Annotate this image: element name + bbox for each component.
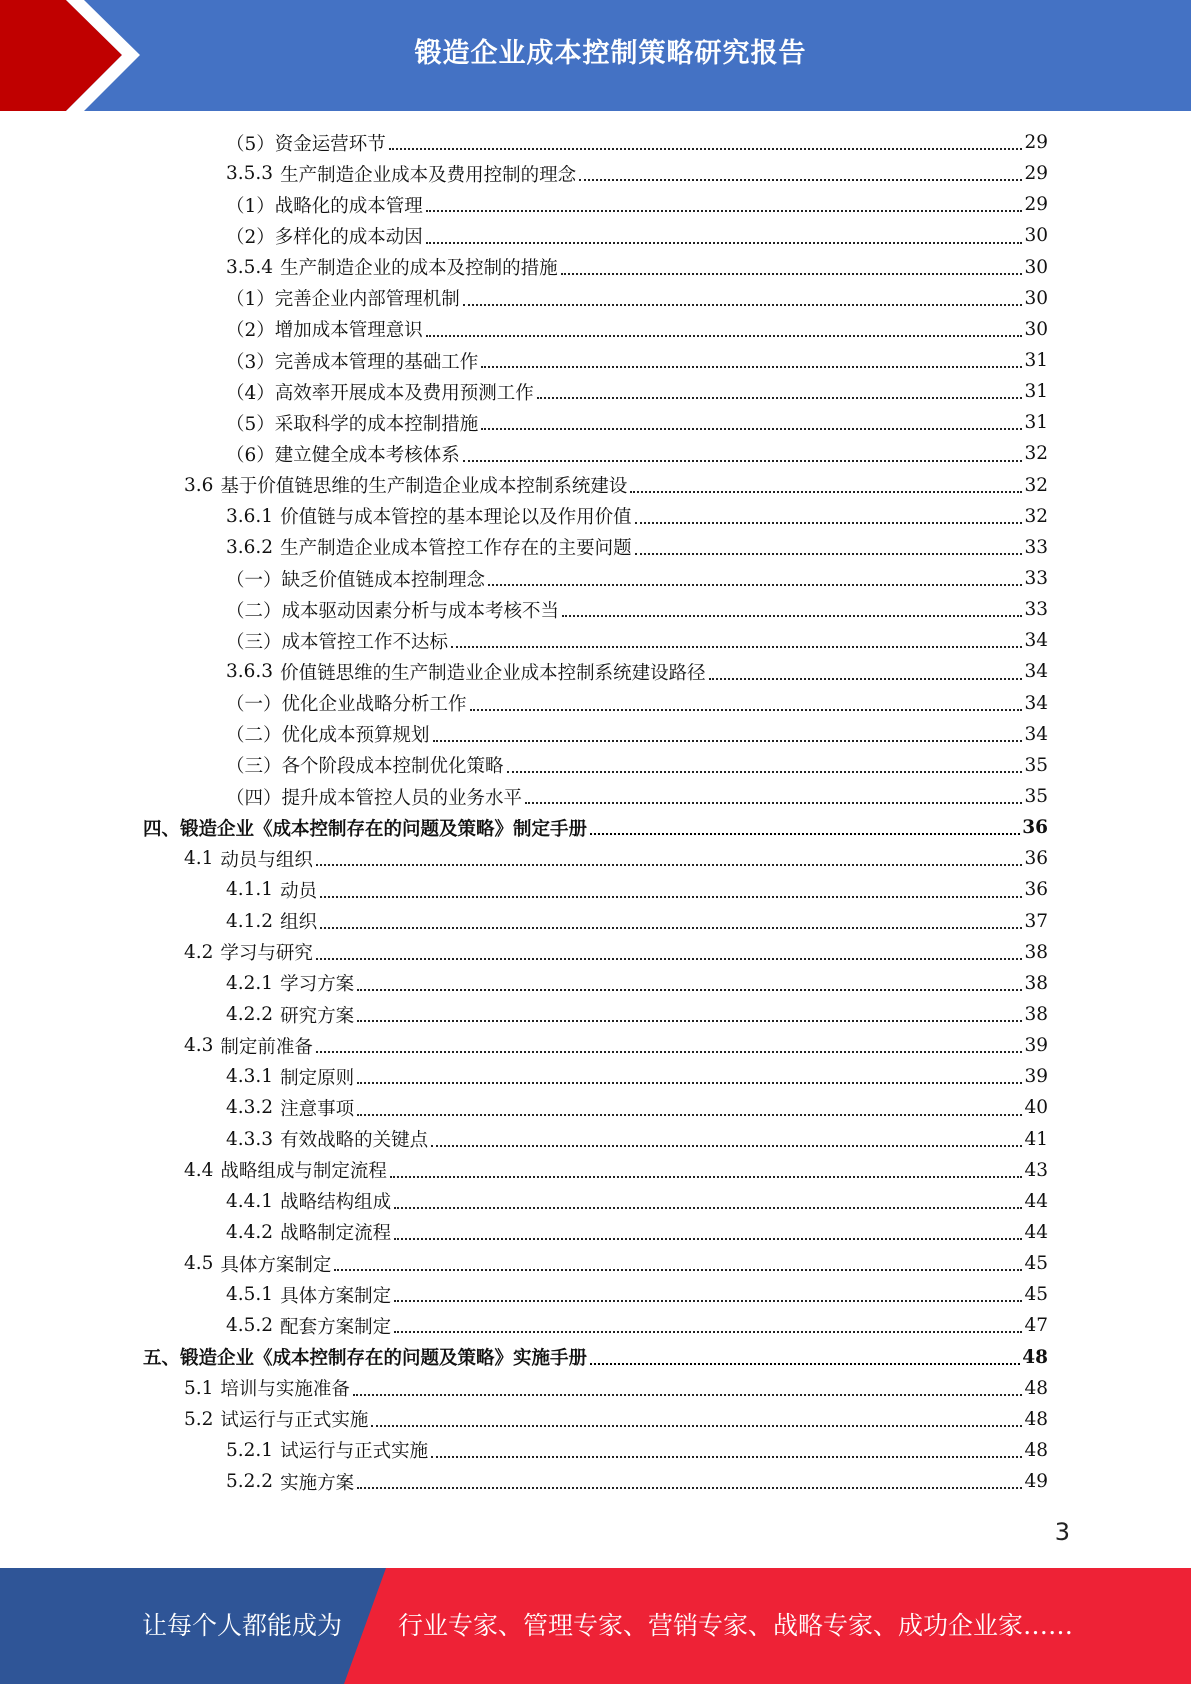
toc-entry-page: 47 — [1024, 1315, 1048, 1337]
page-footer — [0, 1568, 1191, 1684]
toc-dot-leader — [709, 677, 1023, 680]
toc-entry-title: 组织 — [280, 912, 318, 934]
toc-dot-leader — [590, 832, 1020, 835]
toc-entry[interactable] — [0, 1404, 1191, 1435]
toc-entry[interactable] — [0, 625, 1191, 656]
toc-dot-leader — [488, 583, 1022, 586]
toc-entry-page: 29 — [1024, 194, 1048, 216]
toc-dot-leader — [357, 1486, 1022, 1489]
toc-dot-leader — [316, 957, 1023, 960]
toc-chapter-entry[interactable] — [0, 1341, 1191, 1372]
toc-entry-page: 48 — [1022, 1346, 1048, 1368]
toc-entry-page: 33 — [1024, 536, 1048, 558]
toc-entry[interactable] — [0, 968, 1191, 999]
toc-entry-page: 34 — [1024, 723, 1048, 745]
toc-entry-page: 34 — [1024, 630, 1048, 652]
toc-entry-title: 生产制造企业成本及费用控制的理念 — [280, 164, 577, 186]
toc-entry-page: 35 — [1024, 786, 1048, 808]
toc-entry-number: 3.5.4 — [226, 256, 274, 278]
toc-entry-number: 4.2.2 — [226, 1004, 274, 1025]
toc-entry[interactable] — [0, 874, 1191, 905]
toc-entry-number: 4.3.3 — [226, 1128, 274, 1150]
toc-entry-title: 具体方案制定 — [280, 1285, 392, 1307]
toc-entry-page: 49 — [1024, 1471, 1048, 1493]
toc-entry-number: 4.4.1 — [226, 1190, 274, 1212]
toc-dot-leader — [481, 365, 1022, 368]
toc-entry-title: 动员 — [280, 880, 318, 902]
toc-entry-title: 有效战略的关键点 — [280, 1130, 429, 1152]
toc-entry[interactable] — [0, 719, 1191, 750]
toc-entry-page: 34 — [1024, 661, 1048, 683]
toc-entry-title: （三）各个阶段成本控制优化策略 — [226, 756, 504, 778]
toc-entry-title: 试运行与正式实施 — [220, 1410, 369, 1432]
toc-dot-leader — [426, 209, 1023, 212]
toc-entry-page: 48 — [1024, 1377, 1048, 1399]
toc-entry-title: 实施方案 — [280, 1472, 355, 1494]
toc-entry[interactable] — [0, 470, 1191, 501]
toc-entry[interactable] — [0, 1155, 1191, 1186]
toc-entry[interactable] — [0, 1061, 1191, 1092]
toc-entry-number: 4.2.1 — [226, 972, 274, 994]
toc-entry-title: 生产制造企业的成本及控制的措施 — [280, 258, 558, 280]
toc-entry-page: 35 — [1024, 754, 1048, 776]
toc-entry[interactable] — [0, 1092, 1191, 1123]
toc-entry[interactable] — [0, 532, 1191, 563]
toc-dot-leader — [525, 801, 1022, 804]
toc-entry-number: 4.3.2 — [226, 1097, 274, 1119]
page-header — [0, 0, 1191, 111]
toc-entry-title: 战略组成与制定流程 — [220, 1161, 387, 1183]
toc-dot-leader — [320, 926, 1022, 929]
toc-entry-number: 4.5.1 — [226, 1284, 274, 1306]
toc-dot-leader — [562, 614, 1022, 617]
toc-dot-leader — [320, 895, 1022, 898]
toc-entry-page: 29 — [1024, 163, 1048, 185]
toc-entry-number: 3.5.3 — [226, 163, 274, 185]
toc-dot-leader — [537, 396, 1023, 399]
toc-entry-number: 5.1 — [184, 1377, 214, 1399]
toc-entry-title: （四）提升成本管控人员的业务水平 — [226, 787, 523, 809]
toc-dot-leader — [451, 645, 1022, 648]
toc-dot-leader — [357, 1081, 1022, 1084]
table-of-contents — [0, 127, 1191, 1497]
toc-entry-page: 38 — [1024, 972, 1048, 994]
toc-entry-title: （二）优化成本预算规划 — [226, 725, 430, 747]
toc-entry-page: 43 — [1024, 1159, 1048, 1181]
toc-dot-leader — [353, 1393, 1023, 1396]
toc-entry[interactable] — [0, 252, 1191, 283]
toc-entry-page: 30 — [1024, 318, 1048, 340]
page-number: 3 — [1054, 1518, 1070, 1546]
toc-entry-page: 44 — [1024, 1190, 1048, 1212]
toc-entry[interactable] — [0, 1030, 1191, 1061]
toc-entry-title: （4）高效率开展成本及费用预测工作 — [226, 382, 534, 404]
toc-entry-page: 39 — [1024, 1066, 1048, 1088]
toc-entry-page: 40 — [1024, 1097, 1048, 1119]
toc-dot-leader — [630, 490, 1022, 493]
toc-entry[interactable] — [0, 1248, 1191, 1279]
toc-entry-page: 37 — [1024, 910, 1048, 932]
toc-entry-title: （2）多样化的成本动因 — [226, 226, 423, 248]
toc-entry[interactable] — [0, 1373, 1191, 1404]
toc-entry[interactable] — [0, 1279, 1191, 1310]
toc-chapter-entry[interactable] — [0, 812, 1191, 843]
toc-entry-title: 配套方案制定 — [280, 1316, 392, 1338]
toc-dot-leader — [357, 1019, 1022, 1022]
toc-entry[interactable] — [0, 220, 1191, 251]
toc-entry-title: 基于价值链思维的生产制造企业成本控制系统建设 — [220, 476, 628, 498]
toc-entry[interactable] — [0, 501, 1191, 532]
toc-dot-leader — [390, 1175, 1023, 1178]
toc-entry[interactable] — [0, 345, 1191, 376]
toc-entry[interactable] — [0, 376, 1191, 407]
toc-entry-page: 32 — [1024, 443, 1048, 465]
toc-entry[interactable] — [0, 999, 1191, 1030]
toc-entry-title: （一）缺乏价值链成本控制理念 — [226, 569, 486, 591]
footer-slogan: 让每个人都能成为 — [142, 1611, 343, 1640]
toc-entry-page: 33 — [1024, 599, 1048, 621]
toc-entry-title: （5）采取科学的成本控制措施 — [226, 413, 479, 435]
toc-entry-page: 30 — [1024, 256, 1048, 278]
toc-entry[interactable] — [0, 1217, 1191, 1248]
toc-entry-page: 31 — [1024, 412, 1048, 434]
toc-entry-number: 4.2 — [184, 941, 214, 963]
toc-dot-leader — [635, 521, 1023, 524]
toc-entry[interactable] — [0, 1435, 1191, 1466]
toc-dot-leader — [431, 1455, 1022, 1458]
toc-entry-page: 38 — [1024, 941, 1048, 963]
toc-dot-leader — [394, 1237, 1022, 1240]
toc-entry-title: 价值链与成本管控的基本理论以及作用价值 — [280, 507, 632, 529]
toc-entry-page: 38 — [1024, 1004, 1048, 1025]
toc-dot-leader — [316, 863, 1023, 866]
toc-entry[interactable] — [0, 937, 1191, 968]
toc-entry[interactable] — [0, 314, 1191, 345]
toc-entry-title: 动员与组织 — [220, 849, 313, 871]
toc-entry-page: 30 — [1024, 225, 1048, 247]
toc-entry[interactable] — [0, 1310, 1191, 1341]
toc-dot-leader — [433, 739, 1023, 742]
toc-entry[interactable] — [0, 781, 1191, 812]
document-title: 锻造企业成本控制策略研究报告 — [414, 37, 807, 69]
toc-entry-page: 36 — [1024, 848, 1048, 870]
toc-entry-title: 制定前准备 — [220, 1036, 313, 1058]
toc-entry-page: 32 — [1024, 474, 1048, 496]
toc-dot-leader — [481, 427, 1022, 430]
toc-entry[interactable] — [0, 1124, 1191, 1155]
toc-entry-page: 30 — [1024, 287, 1048, 309]
toc-entry-page: 36 — [1024, 879, 1048, 901]
toc-dot-leader — [507, 770, 1023, 773]
toc-entry-number: 4.1.2 — [226, 910, 274, 932]
toc-dot-leader — [431, 1144, 1022, 1147]
toc-dot-leader — [334, 1268, 1022, 1271]
toc-entry[interactable] — [0, 407, 1191, 438]
toc-entry-page: 31 — [1024, 350, 1048, 372]
toc-entry-number: 4.1 — [184, 848, 214, 870]
toc-entry[interactable] — [0, 283, 1191, 314]
toc-entry-title: 五、锻造企业《成本控制存在的问题及策略》实施手册 — [143, 1348, 588, 1370]
toc-entry-title: 试运行与正式实施 — [280, 1441, 429, 1463]
toc-entry-title: 学习与研究 — [220, 943, 313, 965]
toc-entry-number: 4.5.2 — [226, 1315, 274, 1337]
toc-entry[interactable] — [0, 563, 1191, 594]
toc-entry[interactable] — [0, 906, 1191, 937]
toc-entry-page: 48 — [1024, 1439, 1048, 1461]
toc-entry-title: 生产制造企业成本管控工作存在的主要问题 — [280, 538, 632, 560]
toc-entry-number: 3.6.1 — [226, 505, 274, 527]
toc-entry[interactable] — [0, 1466, 1191, 1497]
toc-entry-title: 学习方案 — [280, 974, 355, 996]
toc-entry-title: 价值链思维的生产制造业企业成本控制系统建设路径 — [280, 662, 706, 684]
toc-entry-page: 41 — [1024, 1128, 1048, 1150]
toc-entry-page: 39 — [1024, 1035, 1048, 1057]
toc-entry[interactable] — [0, 127, 1191, 158]
toc-entry-title: 四、锻造企业《成本控制存在的问题及策略》制定手册 — [143, 818, 588, 840]
toc-entry-title: 注意事项 — [280, 1098, 355, 1120]
toc-entry-number: 4.5 — [184, 1253, 214, 1275]
toc-entry-title: （2）增加成本管理意识 — [226, 320, 423, 342]
toc-entry[interactable] — [0, 438, 1191, 469]
toc-dot-leader — [357, 1113, 1022, 1116]
toc-entry-number: 3.6 — [184, 474, 214, 496]
toc-dot-leader — [316, 1050, 1023, 1053]
toc-entry[interactable] — [0, 750, 1191, 781]
footer-roles: 行业专家、管理专家、营销专家、战略专家、成功企业家…… — [398, 1611, 1074, 1640]
toc-entry-title: （三）成本管控工作不达标 — [226, 631, 449, 653]
toc-entry-page: 32 — [1024, 505, 1048, 527]
toc-dot-leader — [590, 1362, 1020, 1365]
toc-entry-title: （一）优化企业战略分析工作 — [226, 694, 467, 716]
toc-entry-title: （二）成本驱动因素分析与成本考核不当 — [226, 600, 560, 622]
toc-entry-page: 29 — [1024, 132, 1048, 154]
toc-dot-leader — [463, 303, 1023, 306]
toc-entry-title: （1）完善企业内部管理机制 — [226, 289, 460, 311]
toc-dot-leader — [470, 708, 1023, 711]
toc-entry-page: 31 — [1024, 381, 1048, 403]
toc-dot-leader — [579, 178, 1022, 181]
toc-dot-leader — [635, 552, 1023, 555]
toc-dot-leader — [561, 272, 1023, 275]
toc-entry-page: 48 — [1024, 1408, 1048, 1430]
toc-dot-leader — [371, 1424, 1022, 1427]
toc-dot-leader — [394, 1299, 1022, 1302]
toc-entry[interactable] — [0, 594, 1191, 625]
toc-entry-title: 战略结构组成 — [280, 1192, 392, 1214]
toc-entry-page: 45 — [1024, 1284, 1048, 1306]
toc-entry-page: 34 — [1024, 692, 1048, 714]
toc-entry-title: 战略制定流程 — [280, 1223, 392, 1245]
toc-entry[interactable] — [0, 843, 1191, 874]
toc-entry-number: 5.2 — [184, 1408, 214, 1430]
toc-entry[interactable] — [0, 158, 1191, 189]
toc-dot-leader — [426, 334, 1023, 337]
toc-dot-leader — [389, 147, 1023, 150]
toc-entry-title: （6）建立健全成本考核体系 — [226, 444, 460, 466]
toc-entry-number: 5.2.2 — [226, 1471, 274, 1493]
toc-entry[interactable] — [0, 189, 1191, 220]
toc-entry-title: 具体方案制定 — [220, 1254, 332, 1276]
toc-dot-leader — [426, 241, 1023, 244]
toc-entry-number: 4.1.1 — [226, 879, 274, 901]
toc-entry-number: 4.3.1 — [226, 1066, 274, 1088]
toc-entry-number: 3.6.3 — [226, 661, 274, 683]
toc-entry-page: 44 — [1024, 1221, 1048, 1243]
toc-entry-title: 制定原则 — [280, 1067, 355, 1089]
toc-entry-number: 4.4 — [184, 1159, 214, 1181]
toc-dot-leader — [463, 459, 1023, 462]
toc-entry-page: 33 — [1024, 568, 1048, 590]
toc-entry-title: 研究方案 — [280, 1005, 355, 1027]
toc-entry-number: 5.2.1 — [226, 1439, 274, 1461]
toc-entry-page: 36 — [1022, 817, 1048, 839]
toc-entry-number: 4.4.2 — [226, 1221, 274, 1243]
toc-entry-number: 4.3 — [184, 1035, 214, 1057]
toc-entry[interactable] — [0, 688, 1191, 719]
toc-dot-leader — [394, 1206, 1022, 1209]
toc-dot-leader — [394, 1330, 1022, 1333]
toc-entry-title: （5）资金运营环节 — [226, 133, 386, 155]
toc-entry-page: 45 — [1024, 1253, 1048, 1275]
toc-entry-title: 培训与实施准备 — [220, 1379, 350, 1401]
toc-entry-title: （1）战略化的成本管理 — [226, 195, 423, 217]
toc-dot-leader — [357, 988, 1022, 991]
toc-entry[interactable] — [0, 1186, 1191, 1217]
toc-entry-title: （3）完善成本管理的基础工作 — [226, 351, 479, 373]
toc-entry[interactable] — [0, 656, 1191, 687]
toc-entry-number: 3.6.2 — [226, 536, 274, 558]
